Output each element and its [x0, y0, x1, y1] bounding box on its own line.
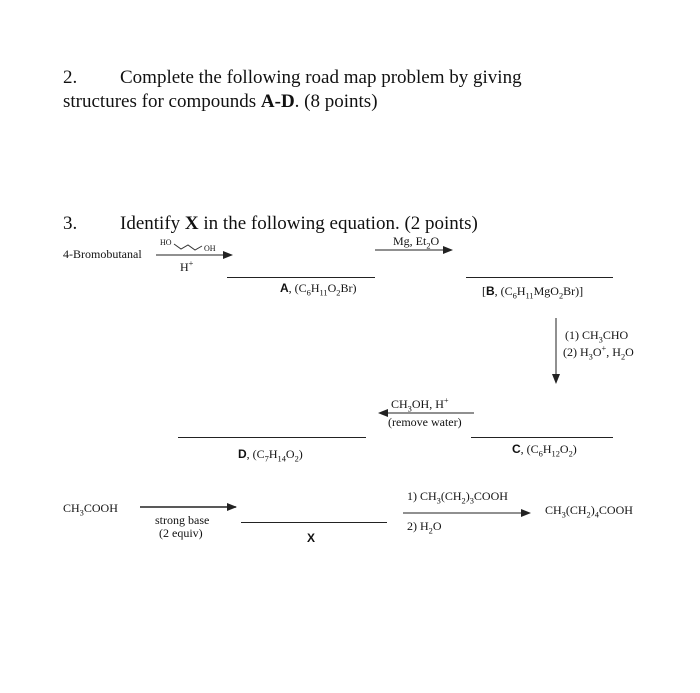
compound-B-formula: [B, $(C_6H_{11}MgO_2Br)$]: [482, 284, 584, 301]
compound-A-formula: A, $(C_6H_{11}O_2Br)$: [280, 281, 357, 298]
two-equiv-label: (2 equiv): [159, 526, 203, 540]
diol-ho-label: HO: [160, 238, 172, 247]
question-2-number: 2.: [63, 67, 78, 88]
question-3-number: 3.: [63, 213, 78, 234]
compound-X-label: X: [307, 531, 316, 545]
acid-catalyst-label: H+: [180, 259, 194, 274]
step-2-reagent: (2) $H_3O^+$, $H_2O$: [563, 344, 634, 362]
question-3-text: Identify X in the following equation. (2 points): [120, 213, 478, 234]
question-2-line2: structures for compounds A-D. (8 points): [63, 91, 378, 112]
answer-blank-X: [241, 522, 387, 523]
answer-blank-A: [227, 277, 375, 278]
question-2-line1: Complete the following road map problem by giving: [120, 67, 522, 88]
step-2-water-reagent: 2) $H_2O$: [407, 519, 442, 536]
strong-base-label: strong base: [155, 513, 210, 527]
step-1-reagent: (1) $CH_3CHO$: [565, 328, 629, 345]
acetic-acid-reactant: $CH_3COOH$: [63, 501, 118, 518]
answer-blank-C: [471, 437, 613, 438]
start-compound-4-bromobutanal: 4-Bromobutanal: [63, 247, 142, 261]
grignard-reagent-label: Mg, $Et_2O$: [393, 234, 440, 251]
compound-C-formula: C, $(C_6H_{12}O_2)$: [512, 442, 577, 459]
answer-blank-D: [178, 437, 366, 438]
answer-blank-B: [466, 277, 613, 278]
product-hexanoic-acid: $CH_3(CH_2)_4COOH$: [545, 503, 633, 520]
remove-water-label: (remove water): [388, 415, 462, 429]
compound-D-formula: D, $(C_7H_{14}O_2)$: [238, 447, 303, 464]
diol-oh-label: OH: [204, 244, 216, 253]
step-1-ester-reagent: 1) $CH_3(CH_2)_3COOH$: [407, 489, 508, 506]
esterification-reagent: $CH_3OH$, H+: [391, 396, 449, 414]
diol-skeletal-structure: [174, 244, 202, 250]
